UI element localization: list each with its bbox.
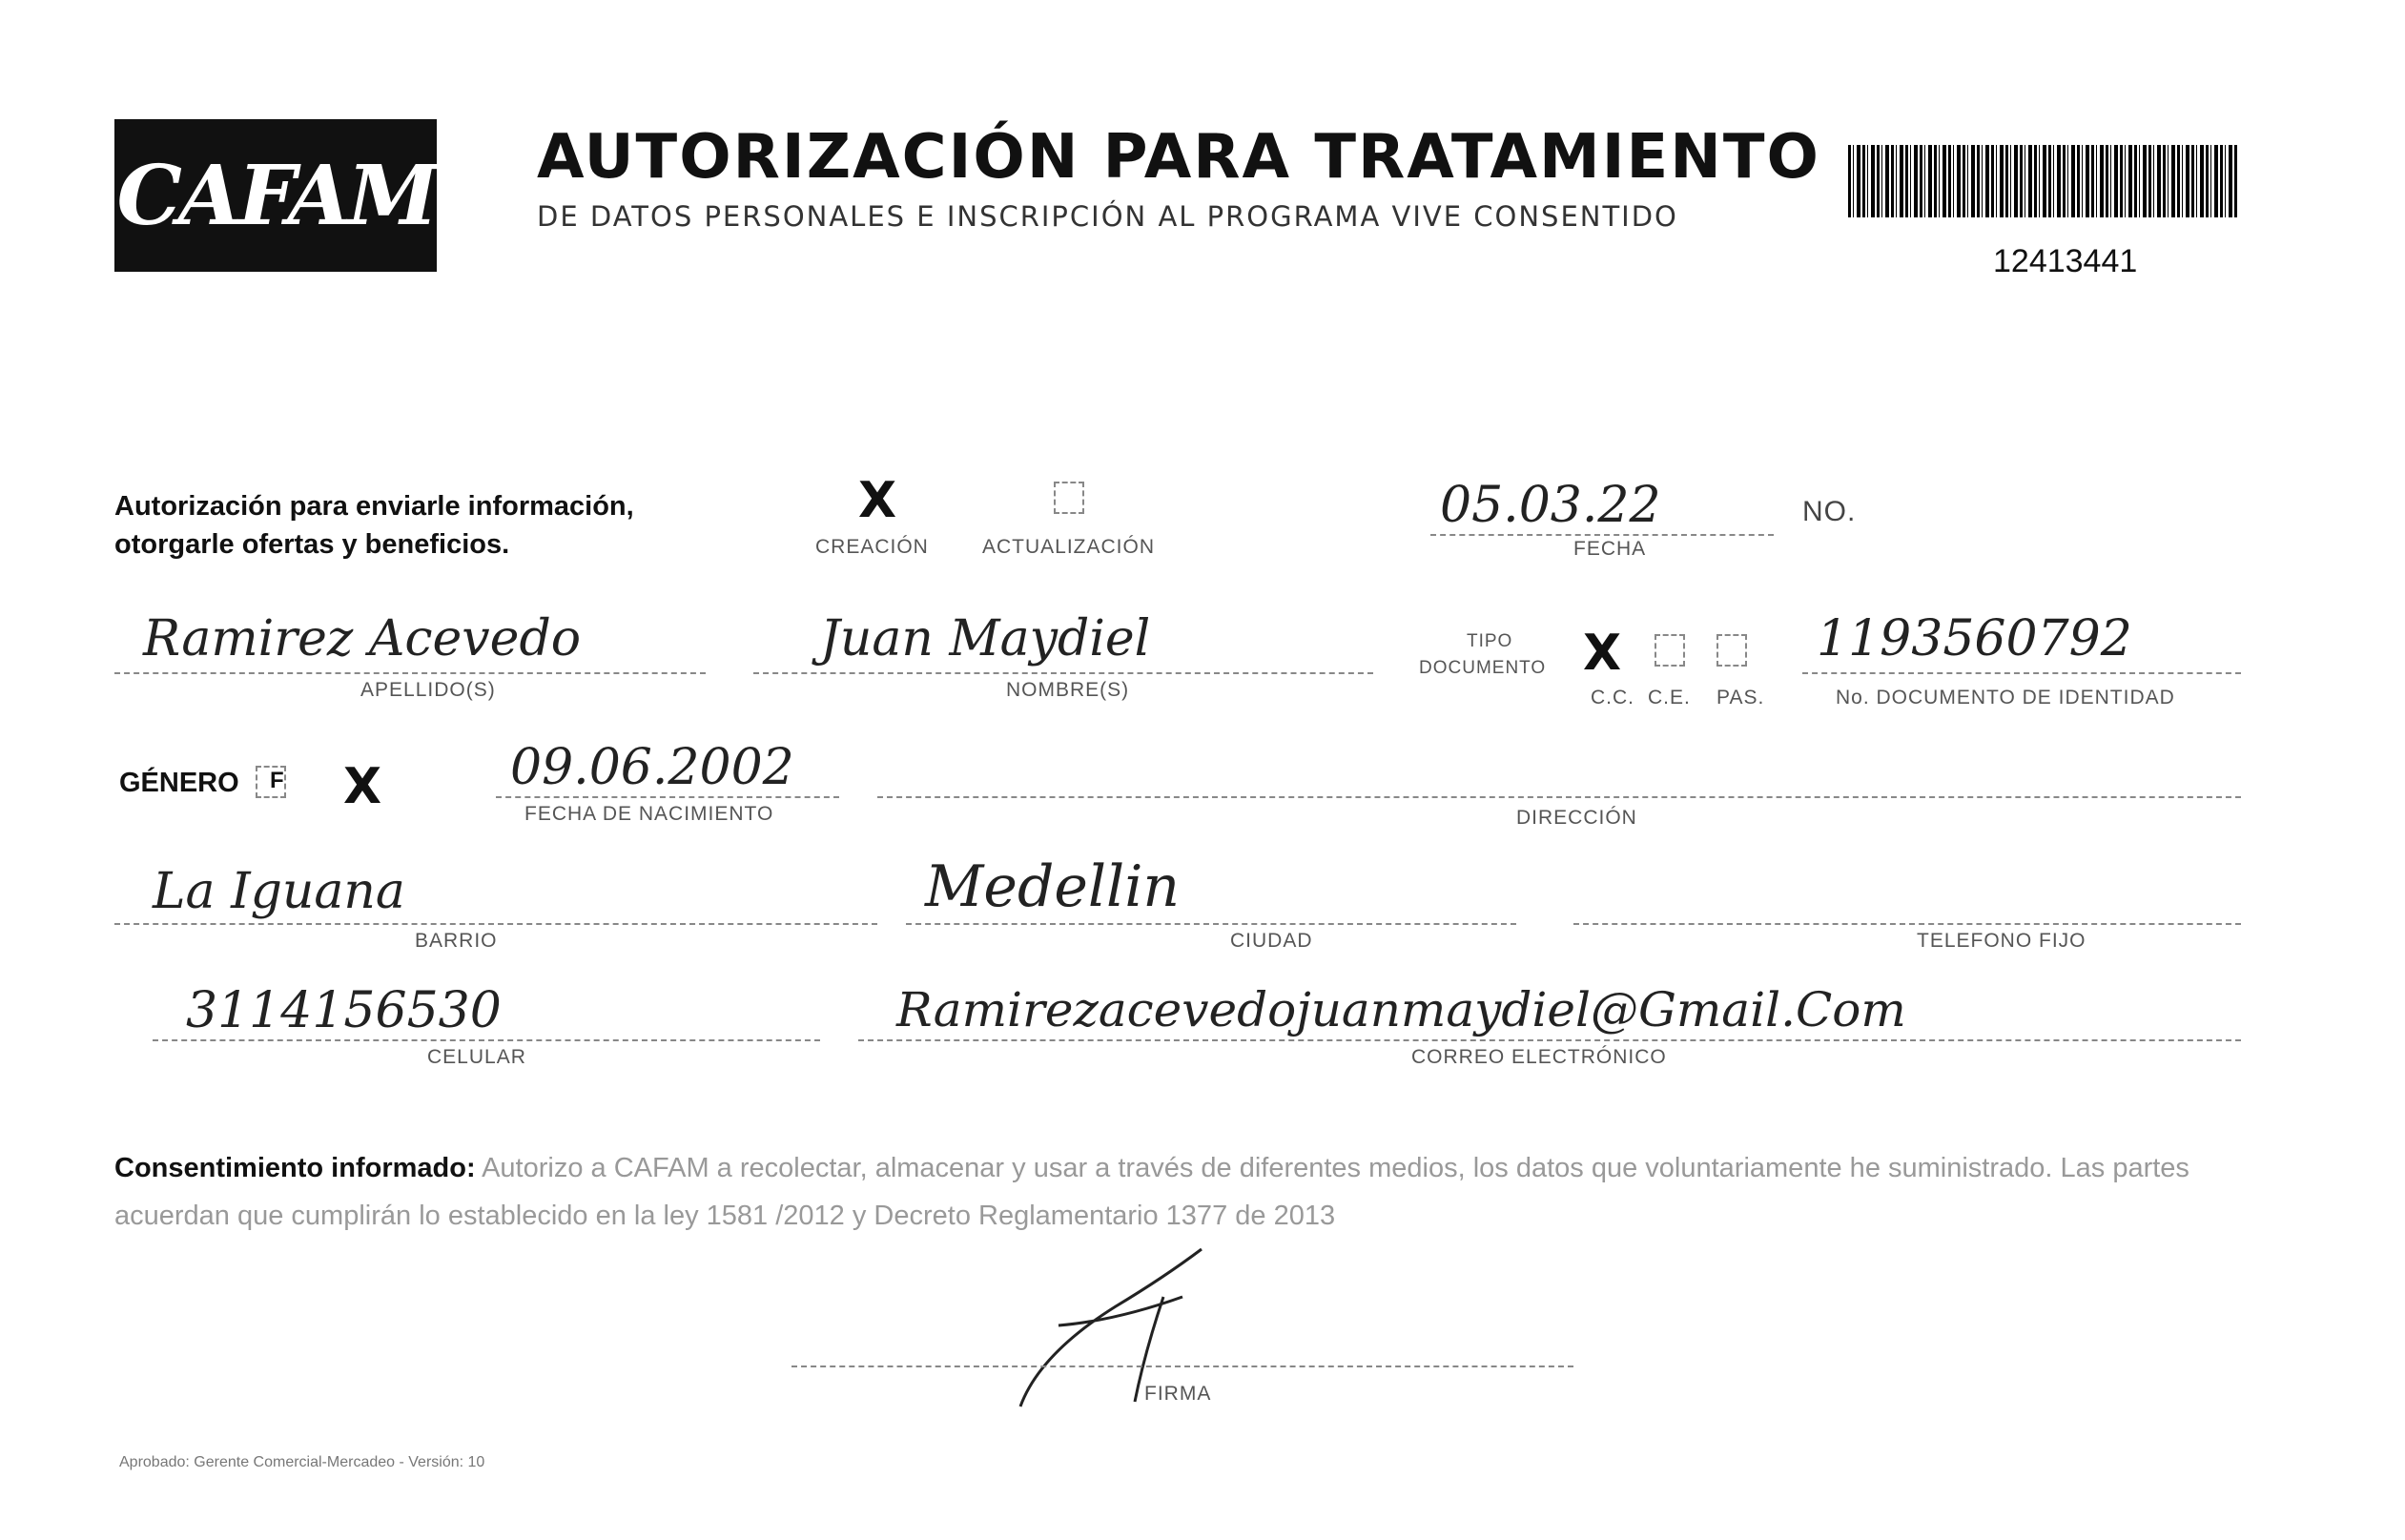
celular-label: CELULAR [427, 1046, 526, 1068]
footer-approval: Aprobado: Gerente Comercial-Mercadeo - Versión: 10 [119, 1454, 485, 1470]
authorization-text-line1: Autorización para enviarle información, [114, 491, 634, 522]
fecha-value[interactable]: 05.03.22 [1440, 477, 1661, 534]
pas-checkbox[interactable] [1716, 634, 1747, 667]
signature-drawing [1001, 1240, 1249, 1421]
creacion-label: CREACIÓN [815, 536, 929, 558]
fecha-line [1430, 534, 1774, 536]
correo-value[interactable]: Ramirezacevedojuanmaydiel@Gmail.Com [896, 982, 1906, 1037]
tipo-documento-label-1: TIPO [1467, 631, 1513, 651]
documento-line [1802, 672, 2241, 674]
signature-label: FIRMA [1144, 1383, 1212, 1405]
nacimiento-line [496, 796, 839, 798]
nombres-label: NOMBRE(S) [1006, 679, 1130, 701]
barrio-value[interactable]: La Iguana [153, 863, 405, 920]
consent-heading: Consentimiento informado: [114, 1153, 476, 1183]
cc-label: C.C. [1591, 687, 1634, 708]
actualizacion-checkbox[interactable] [1054, 482, 1084, 514]
tipo-documento-label-2: DOCUMENTO [1419, 658, 1547, 678]
nombres-value[interactable]: Juan Maydiel [820, 610, 1151, 667]
barrio-label: BARRIO [415, 930, 498, 952]
cc-checkbox[interactable]: X [1583, 625, 1622, 682]
genero-label: GÉNERO [119, 768, 239, 798]
no-label: NO. [1802, 496, 1857, 527]
direccion-label: DIRECCIÓN [1516, 807, 1637, 829]
telefono-label: TELEFONO FIJO [1917, 930, 2086, 952]
nombres-line [753, 672, 1373, 674]
barrio-line [114, 923, 877, 925]
barcode-number: 12413441 [1993, 243, 2138, 279]
nacimiento-value[interactable]: 09.06.2002 [510, 739, 794, 796]
apellidos-value[interactable]: Ramirez Acevedo [143, 610, 582, 667]
cafam-logo: CAFAM [114, 119, 437, 272]
documento-label: No. DOCUMENTO DE IDENTIDAD [1836, 687, 2175, 708]
actualizacion-label: ACTUALIZACIÓN [982, 536, 1156, 558]
nacimiento-label: FECHA DE NACIMIENTO [524, 803, 774, 825]
correo-label: CORREO ELECTRÓNICO [1411, 1046, 1667, 1068]
ciudad-label: CIUDAD [1230, 930, 1313, 952]
signature-line[interactable] [791, 1365, 1573, 1367]
genero-f-label: F [270, 768, 284, 793]
apellidos-line [114, 672, 706, 674]
form-subtitle: DE DATOS PERSONALES E INSCRIPCIÓN AL PROGRAMA VIVE CONSENTIDO [537, 200, 1678, 233]
barcode [1848, 145, 2237, 217]
apellidos-label: APELLIDO(S) [360, 679, 496, 701]
direccion-line[interactable] [877, 796, 2241, 798]
ce-checkbox[interactable] [1655, 634, 1685, 667]
correo-line [858, 1039, 2241, 1041]
ciudad-line [906, 923, 1516, 925]
pas-label: PAS. [1716, 687, 1765, 708]
documento-value[interactable]: 1193560792 [1817, 610, 2132, 667]
celular-value[interactable]: 3114156530 [186, 982, 502, 1039]
fecha-label: FECHA [1573, 538, 1647, 560]
ciudad-value[interactable]: Medellin [925, 853, 1181, 920]
ce-label: C.E. [1648, 687, 1691, 708]
telefono-line[interactable] [1573, 923, 2241, 925]
consent-paragraph [114, 1144, 2251, 1240]
celular-line [153, 1039, 820, 1041]
form-title: AUTORIZACIÓN PARA TRATAMIENTO [537, 122, 1820, 193]
consent-text: Autorizo a CAFAM a recolectar, almacenar y usar a través de diferentes medios, los datos que voluntariamente he suministrado. Las partes acuerdan que cumplirán lo establecido en la ley 1581 /2012 y Decreto Reglamentario 1377 de 2013 [114, 1153, 2189, 1231]
authorization-text-line2: otorgarle ofertas y beneficios. [114, 529, 510, 560]
creacion-checkbox[interactable]: X [858, 472, 897, 529]
genero-m-checkbox[interactable]: X [343, 758, 382, 815]
